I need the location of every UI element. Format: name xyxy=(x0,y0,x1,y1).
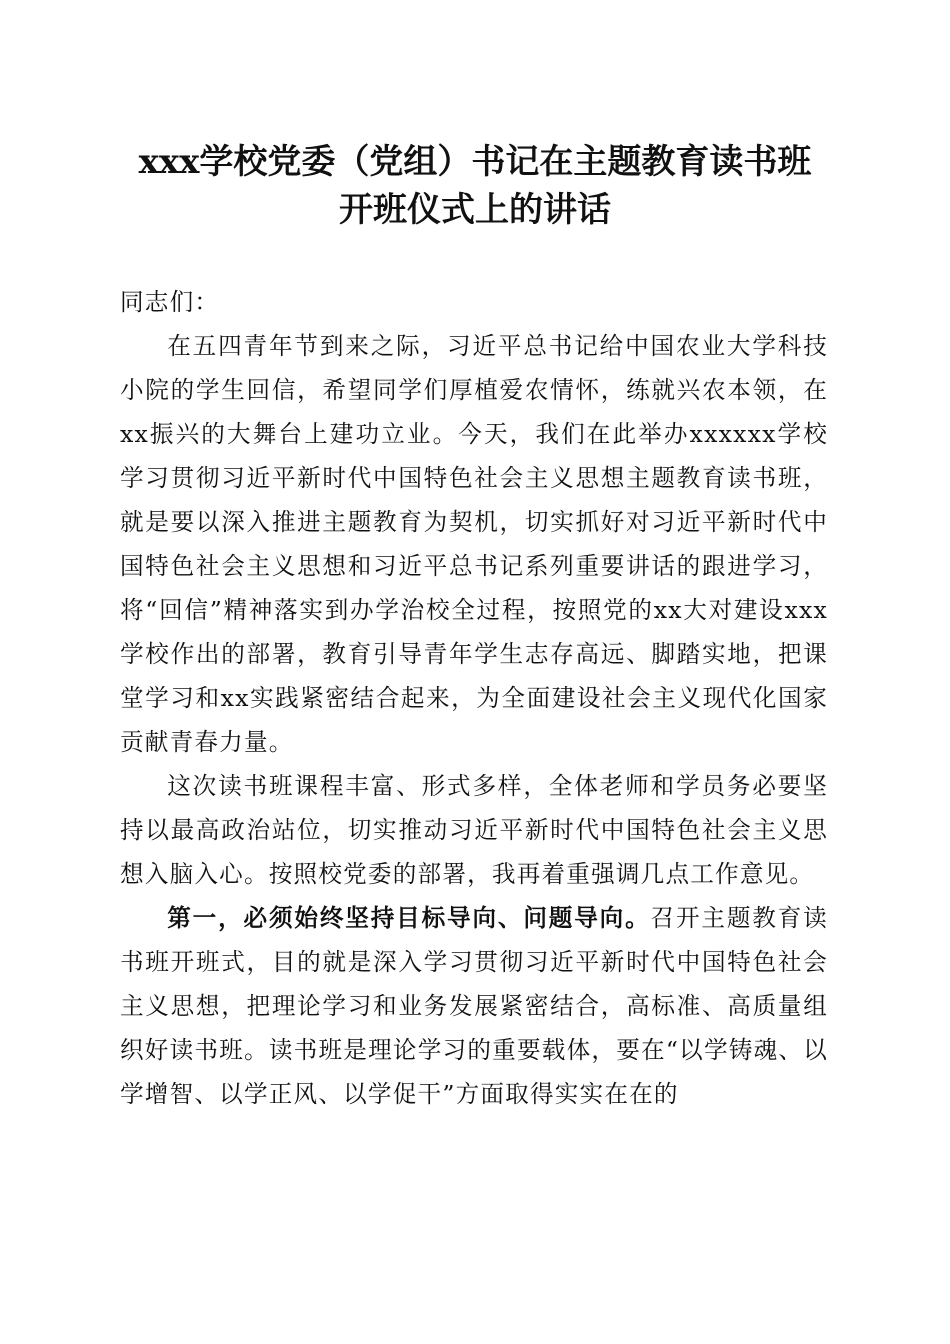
point-1-lead: 第一，必须始终坚持目标导向、问题导向。 xyxy=(167,904,651,932)
point-1-text: 召开主题教育读书班开班式，目的就是深入学习贯彻习近平新时代中国特色社会主义思想，把理论学习和业务发展紧密结合，高标准、高质量组织好读书班。读书班是理论学习的重要载体，要在“以学铸魂、以学增智、以学正风、以学促干”方面取得实实在在的 xyxy=(120,904,828,1108)
salutation: 同志们： xyxy=(120,288,220,316)
paragraph-3 xyxy=(120,896,828,1116)
paragraph-1: 在五四青年节到来之际，习近平总书记给中国农业大学科技小院的学生回信，希望同学们厚植爱农情怀，练就兴农本领，在xx振兴的大舞台上建功立业。今天，我们在此举办xxxxxx学校学习贯彻习近平新时代中国特色社会主义思想主题教育读书班，就是要以深入推进主题教育为契机，切实抓好对习近平新时代中国特色社会主义思想和习近平总书记系列重要讲话的跟进学习，将“回信”精神落实到办学治校全过程，按照党的xx大对建设xxx学校作出的部署，教育引导青年学生志存高远、脚踏实地，把课堂学习和xx实践紧密结合起来，为全面建设社会主义现代化国家贡献青春力量。 xyxy=(120,332,828,756)
title-line-1: xxx学校党委（党组）书记在主题教育读书班 xyxy=(138,142,812,182)
document-title xyxy=(100,138,850,234)
document-body xyxy=(120,280,828,1116)
title-line-2: 开班仪式上的讲话 xyxy=(339,190,611,230)
paragraph-2: 这次读书班课程丰富、形式多样，全体老师和学员务必要坚持以最高政治站位，切实推动习近平新时代中国特色社会主义思想入脑入心。按照校党委的部署，我再着重强调几点工作意见。 xyxy=(120,772,828,888)
